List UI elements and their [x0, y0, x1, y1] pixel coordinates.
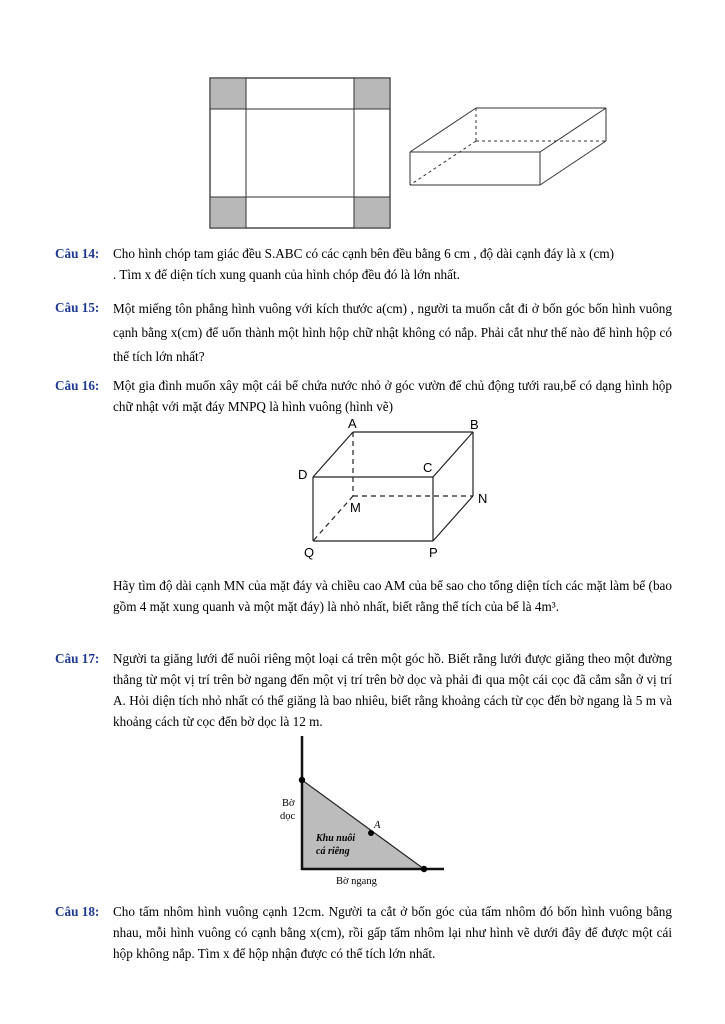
question-text: Một gia đình muốn xây một cái bể chứa nước nhỏ ở góc vườn để chủ động tưới rau,bể có dạng hình hộp chữ nhật với mặt đáy MNPQ là hình vuông (hình vẽ) — [113, 378, 672, 414]
question-text: Hãy tìm độ dài cạnh MN của mặt đáy và chiều cao AM của bể sao cho tổng diện tích các mặt làm bể (bao gồm 4 mặt xung quanh và một mặt đáy) là nhỏ nhất, biết rằng thể tích của bể là 4m³. — [113, 578, 672, 614]
vertex-label-d: D — [298, 467, 308, 482]
question-text-line: Cho hình chóp tam giác đều S.ABC có các cạnh bên đều bằng 6 cm , độ dài cạnh đáy là x (cm) — [113, 246, 614, 261]
question-text: Một miếng tôn phẳng hình vuông với kích thước a(cm) , người ta muốn cắt đi ở bốn góc bốn hình vuông cạnh bằng x(cm) để uốn thành một hình hộp chữ nhật không có nắp. Phải cắt như thế nào để hình hộp có thể tích lớn nhất? — [113, 301, 672, 364]
corner-square-bottom-left — [210, 197, 246, 228]
net-end-right — [421, 866, 427, 872]
vertex-label-p: P — [429, 545, 438, 560]
question-text-line: . Tìm x để diện tích xung quanh của hình chóp đều đó là lớn nhất. — [113, 267, 460, 282]
question-text: Cho tấm nhôm hình vuông cạnh 12cm. Người ta cắt ở bốn góc của tấm nhôm đó bốn hình vuông bằng nhau, mỗi hình vuông có cạnh bằng x(cm), rồi gấp tấm nhôm lại như hình vẽ dưới đây để được một cái hộp không nắp. Tìm x để hộp nhận được có thể tích lớn nhất. — [113, 904, 672, 961]
question-16-continuation — [55, 575, 672, 617]
area-label: Khu nuôi — [316, 833, 356, 844]
question-18 — [55, 901, 672, 964]
corner-square-top-right — [354, 78, 390, 109]
question-number: Câu 17: — [55, 651, 100, 666]
net-end-top — [299, 777, 305, 783]
vertex-label-q: Q — [304, 545, 315, 560]
question-16 — [55, 375, 672, 417]
question-number: Câu 18: — [55, 904, 100, 919]
question-number: Câu 14: — [55, 246, 100, 261]
bank-vertical-label: dọc — [280, 811, 296, 822]
question-17 — [55, 648, 672, 732]
question-number: Câu 15: — [55, 300, 100, 315]
tank-box-figure — [290, 415, 500, 563]
question-15 — [55, 297, 672, 369]
vertex-label-a: A — [348, 416, 357, 431]
vertex-label-b: B — [470, 417, 479, 432]
corner-square-bottom-right — [354, 197, 390, 228]
corner-square-top-left — [210, 78, 246, 109]
bank-vertical-label: Bờ — [282, 798, 295, 809]
pond-corner-figure — [270, 732, 470, 890]
vertex-label-n: N — [478, 491, 488, 506]
square-sheet-figure — [205, 74, 395, 232]
bank-horizontal-label: Bờ ngang — [336, 876, 377, 887]
question-number: Câu 16: — [55, 378, 100, 393]
open-box-figure — [405, 104, 615, 190]
area-label: cá riêng — [316, 846, 350, 857]
vertex-label-m: M — [350, 500, 361, 515]
point-a-label: A — [374, 820, 381, 831]
question-text: Người ta giăng lưới để nuôi riêng một loại cá trên một góc hồ. Biết rằng lưới được giăng theo một đường thẳng từ một vị trí trên bờ ngang đến một vị trí trên bờ dọc và phải đi qua một cái cọc đã cắm sẵn ở vị trí A. Hỏi diện tích nhỏ nhất có thể giăng là bao nhiêu, biết rằng khoảng cách từ cọc đến bờ ngang là 5 m và khoảng cách từ cọc đến bờ dọc là 12 m. — [113, 651, 672, 729]
question-14 — [55, 243, 672, 285]
vertex-label-c: C — [423, 460, 433, 475]
